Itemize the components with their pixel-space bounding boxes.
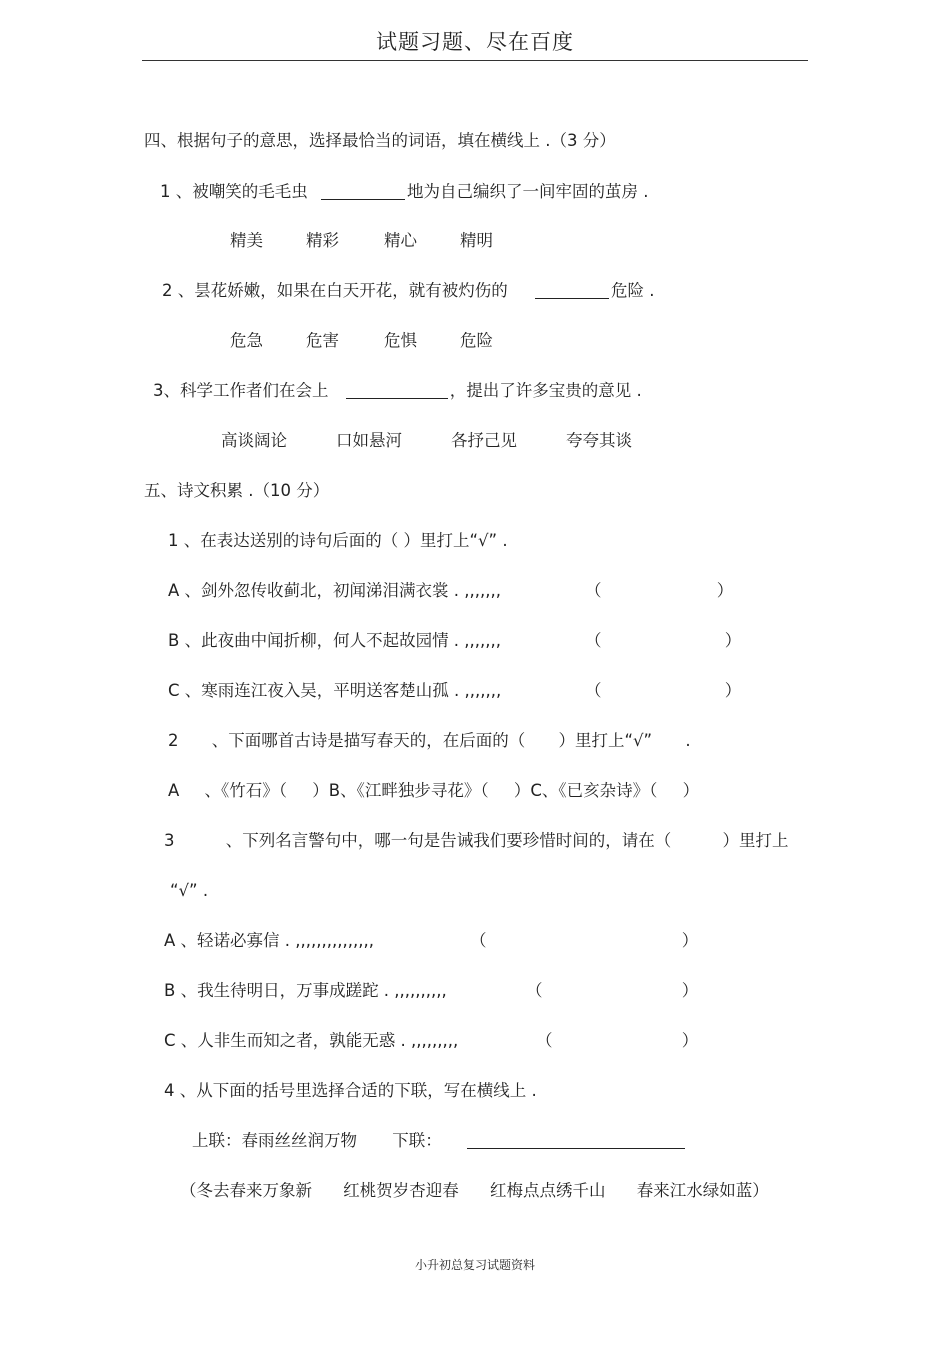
s5-q2-options: A 、《竹石》（ ）B、《江畔独步寻花》（ ）C、《已亥杂诗》（ ） [168,781,700,800]
s5-q3-paren-a[interactable] [470,930,698,952]
page-header: 试题习题、尽在百度 [376,30,574,54]
s5-q1-paren-c[interactable] [585,680,745,702]
s5-q1-paren-b[interactable] [585,630,745,652]
s4-q2-pre: 2 、昙花娇嫩，如果在白天开花，就有被灼伤的 [162,281,508,300]
s4-q2-option: 危害 [306,331,339,350]
paren-text: （ ） [526,981,699,1000]
paren-text: （ ） [585,581,734,600]
s5-q3-item-a: A 、轻诺必寡信 . ,,,,,,,,,,,,,,, [164,931,374,950]
s4-q3-blank[interactable] [346,380,448,399]
s4-q2-option: 危急 [230,331,263,350]
s4-q2-option: 危惧 [384,331,417,350]
paren-text: （ ） [585,631,742,650]
s4-q3-option: 口如悬河 [336,431,402,450]
section-4-title: 四、根据句子的意思，选择最恰当的词语，填在横线上 .（3 分） [144,131,616,150]
s4-q1-pre: 1 、被嘲笑的毛毛虫 [160,182,308,201]
s4-q2-post: 危险 . [611,281,655,300]
s4-question-1 [160,181,649,203]
header-rule [142,60,808,61]
s4-question-2 [162,280,655,302]
s4-q2-option: 危险 [460,331,493,350]
s4-q2-blank[interactable] [535,280,609,299]
s5-q4-choices: （冬去春来万象新 红桃贺岁杏迎春 红梅点点绣千山 春来江水绿如蓝） [180,1181,769,1200]
s5-q4-upper: 上联：春雨丝丝润万物 [192,1131,357,1150]
s5-q3-stem: 3 、下列名言警句中，哪一句是告诫我们要珍惜时间的，请在（ ）里打上 [164,831,789,850]
s5-q3-item-b: B 、我生待明日，万事成蹉跎 . ,,,,,,,,,, [164,981,447,1000]
s5-q1-paren-a[interactable] [585,580,737,602]
paren-text: （ ） [470,931,699,950]
s4-q1-post: 地为自己编织了一间牢固的茧房 . [407,182,649,201]
s4-q1-blank[interactable] [321,181,405,200]
s4-q1-option: 精彩 [306,231,339,250]
s4-q1-option: 精美 [230,231,263,250]
s4-q3-option: 夸夸其谈 [566,431,632,450]
s4-question-3 [153,380,642,402]
s5-q1-stem: 1 、在表达送别的诗句后面的（ ）里打上“√” . [168,531,508,550]
s5-q4-stem: 4 、从下面的括号里选择合适的下联，写在横线上 . [164,1081,537,1100]
s5-q3-paren-b[interactable] [526,980,698,1002]
s5-q4-couplet [192,1130,685,1152]
s5-q3-stem-cont: “√” . [170,881,209,900]
s5-q1-item-a: A 、剑外忽传收蓟北，初闻涕泪满衣裳 . ,,,,,,, [168,581,501,600]
s5-q4-answer-blank[interactable] [467,1130,685,1149]
s4-q3-post: ，提出了许多宝贵的意见 . [449,381,642,400]
s4-q3-pre: 3、科学工作者们在会上 [153,381,329,400]
s4-q1-option: 精心 [384,231,417,250]
page-footer: 小升初总复习试题资料 [414,1258,535,1272]
s5-q3-paren-c[interactable] [536,1030,698,1052]
section-5-title: 五、诗文积累 .（10 分） [144,481,330,500]
s5-q1-item-b: B 、此夜曲中闻折柳，何人不起故园情 . ,,,,,,, [168,631,502,650]
s4-q1-option: 精明 [460,231,493,250]
paren-text: （ ） [536,1031,699,1050]
paren-text: （ ） [585,681,742,700]
s5-q3-item-c: C 、人非生而知之者，孰能无惑 . ,,,,,,,,, [164,1031,459,1050]
s5-q2-stem: 2 、下面哪首古诗是描写春天的，在后面的（ ）里打上“√” . [168,731,691,750]
s4-q3-option: 高谈阔论 [221,431,287,450]
s4-q3-option: 各抒己见 [451,431,517,450]
s5-q4-lower-label: 下联： [392,1131,442,1150]
s5-q1-item-c: C 、寒雨连江夜入吴，平明送客楚山孤 . ,,,,,,, [168,681,502,700]
